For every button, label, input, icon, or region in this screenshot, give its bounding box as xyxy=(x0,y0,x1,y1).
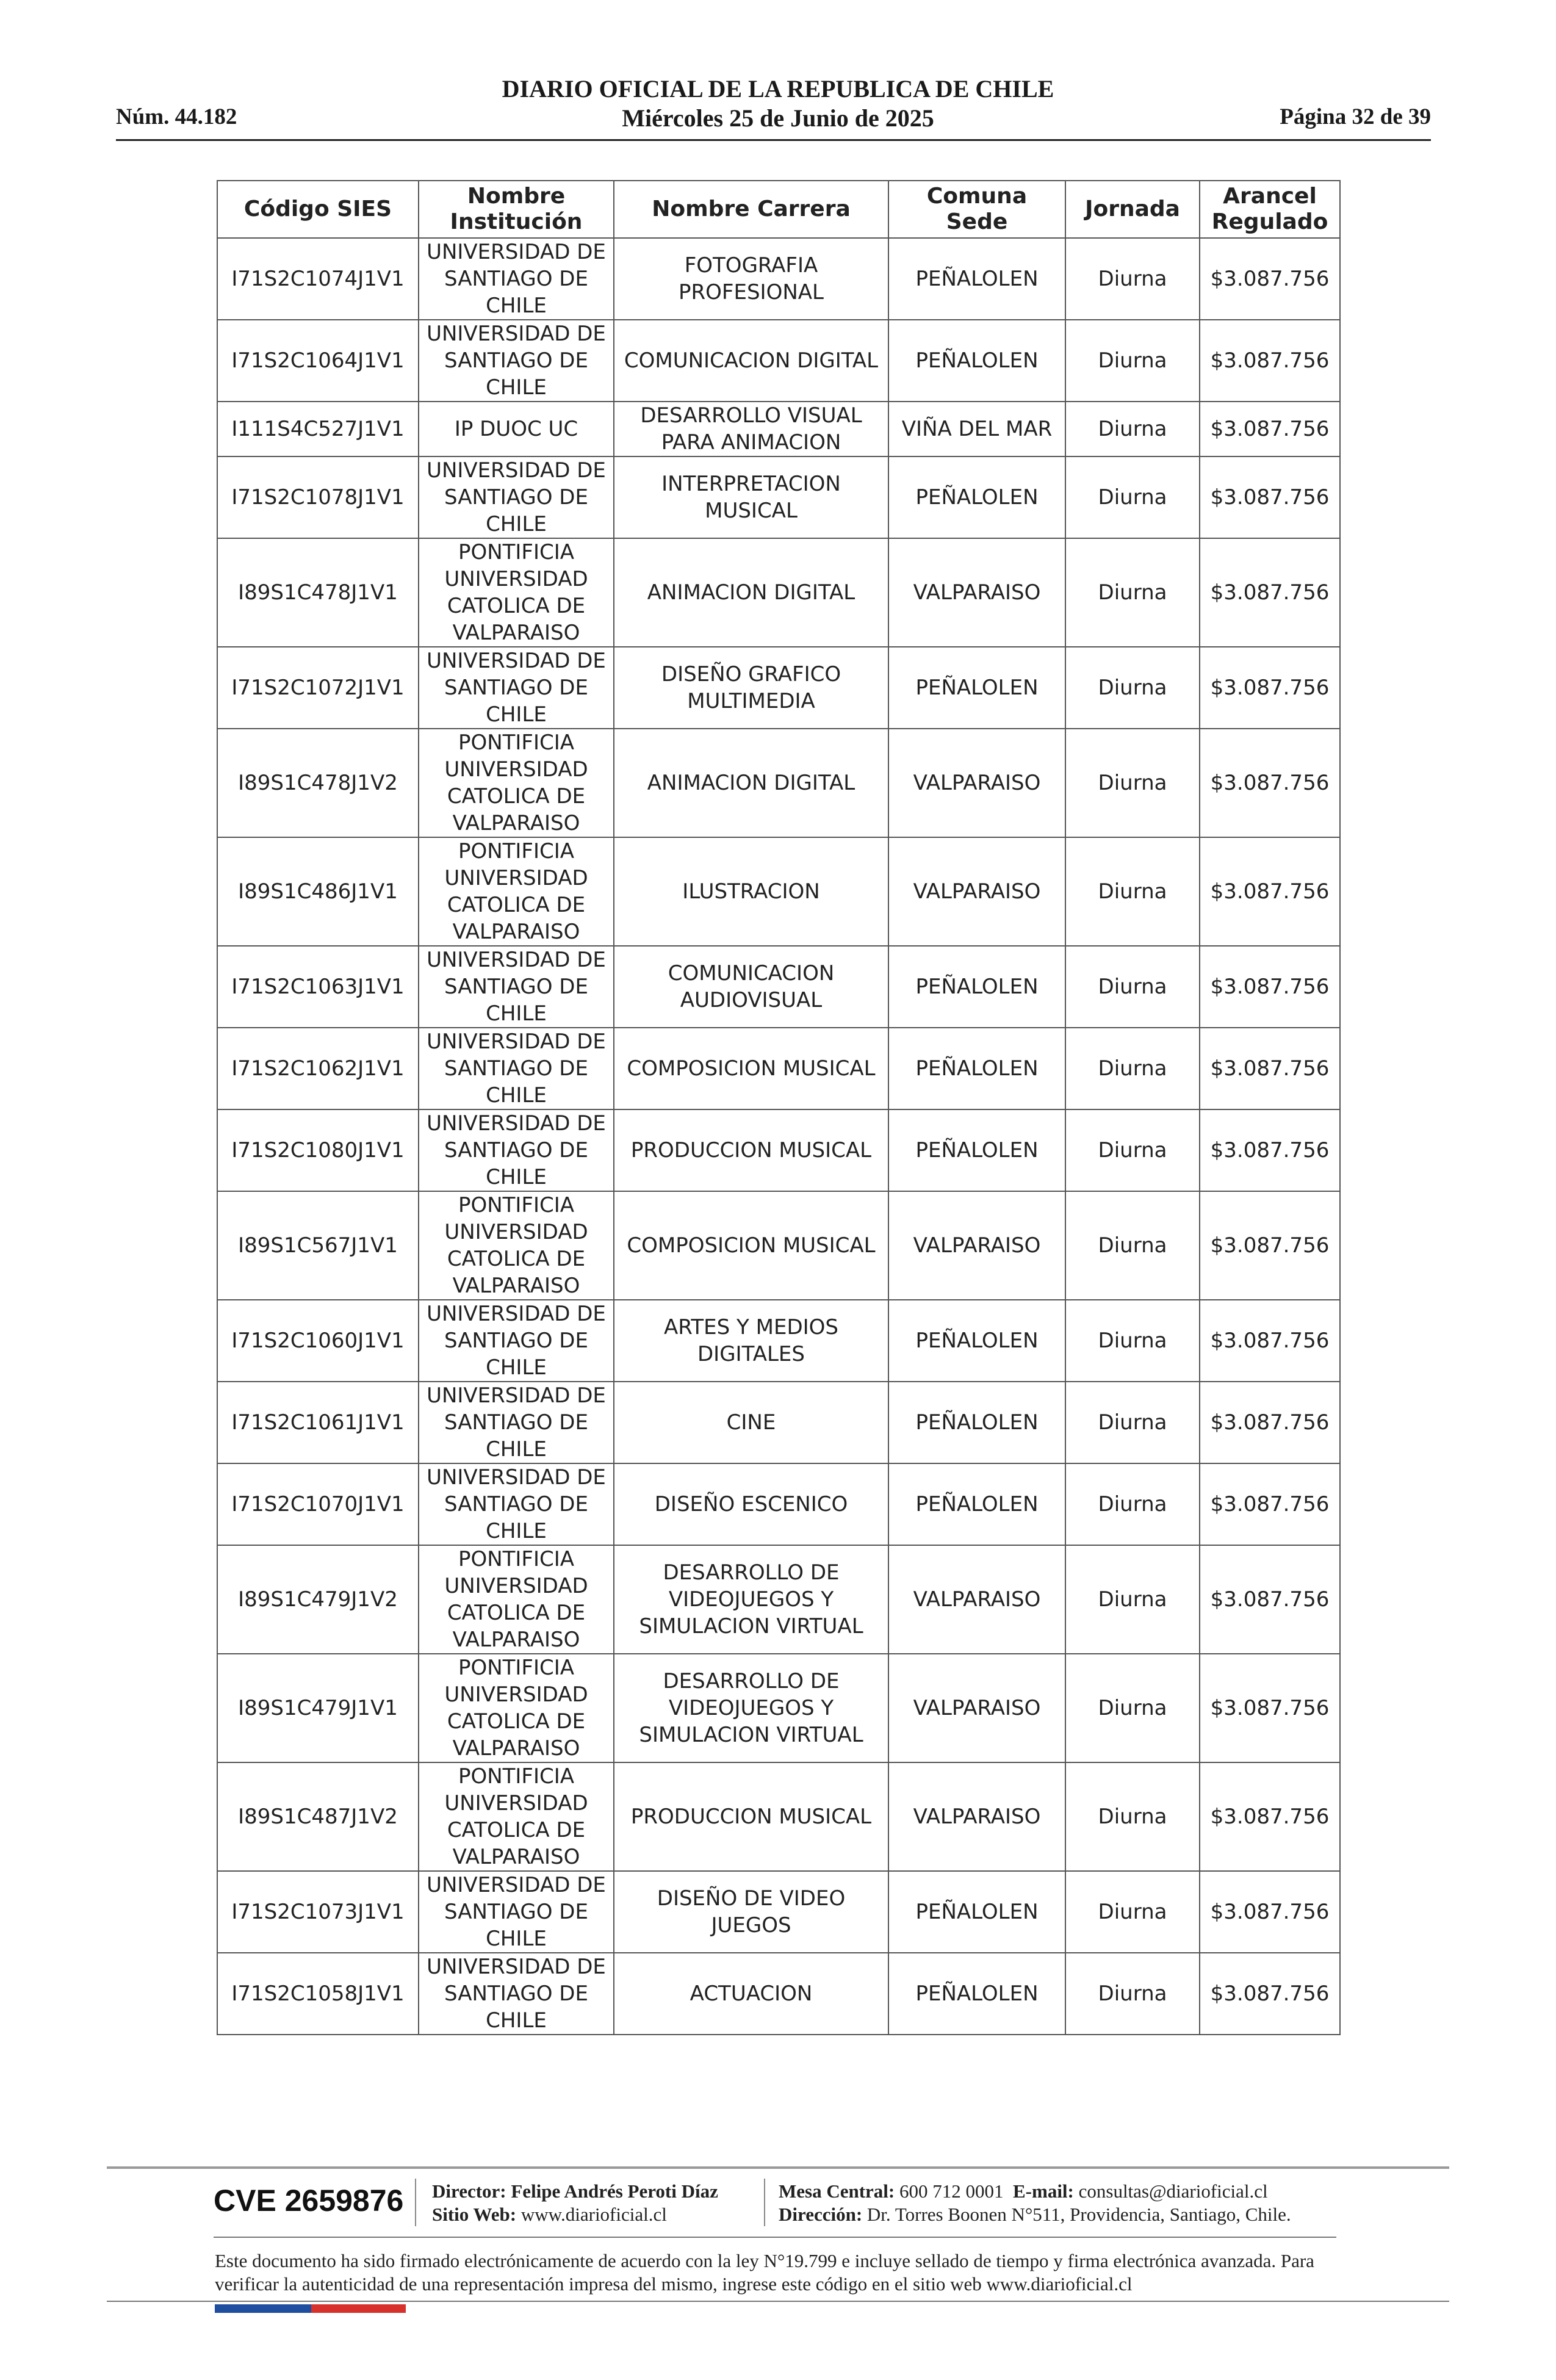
footer-divider-bottom xyxy=(107,2301,1449,2302)
table-row xyxy=(217,238,1340,320)
cell-schedule: Diurna xyxy=(1065,1382,1200,1463)
cell-code: I71S2C1078J1V1 xyxy=(217,456,419,538)
cell-institution: PONTIFICIA UNIVERSIDAD CATOLICA DE VALPARAISO xyxy=(419,729,614,837)
cell-institution: PONTIFICIA UNIVERSIDAD CATOLICA DE VALPARAISO xyxy=(419,538,614,647)
page-number: Página 32 de 39 xyxy=(1280,104,1431,129)
cell-career: DISEÑO DE VIDEO JUEGOS xyxy=(614,1871,888,1953)
cell-career: ARTES Y MEDIOS DIGITALES xyxy=(614,1300,888,1382)
cell-code: I71S2C1058J1V1 xyxy=(217,1953,419,2035)
cell-schedule: Diurna xyxy=(1065,647,1200,729)
cell-fee: $3.087.756 xyxy=(1200,456,1340,538)
cell-commune: PEÑALOLEN xyxy=(888,1382,1065,1463)
cell-commune: VIÑA DEL MAR xyxy=(888,402,1065,456)
director-name: Felipe Andrés Peroti Díaz xyxy=(511,2180,718,2202)
cell-code: I71S2C1072J1V1 xyxy=(217,647,419,729)
cell-career: PRODUCCION MUSICAL xyxy=(614,1762,888,1871)
table-body xyxy=(217,238,1340,2035)
footer-director-block xyxy=(432,2180,718,2226)
cell-commune: VALPARAISO xyxy=(888,1762,1065,1871)
table-row xyxy=(217,1191,1340,1300)
column-header-commune: Comuna Sede xyxy=(888,181,1065,238)
cell-commune: PEÑALOLEN xyxy=(888,456,1065,538)
phone-email-line xyxy=(779,2180,1291,2203)
cell-institution: PONTIFICIA UNIVERSIDAD CATOLICA DE VALPARAISO xyxy=(419,1545,614,1654)
cell-institution: PONTIFICIA UNIVERSIDAD CATOLICA DE VALPARAISO xyxy=(419,837,614,946)
cell-commune: PEÑALOLEN xyxy=(888,1028,1065,1109)
cell-fee: $3.087.756 xyxy=(1200,1463,1340,1545)
cell-commune: PEÑALOLEN xyxy=(888,1871,1065,1953)
cell-code: I89S1C478J1V2 xyxy=(217,729,419,837)
cell-code: I71S2C1062J1V1 xyxy=(217,1028,419,1109)
cell-institution: UNIVERSIDAD DE SANTIAGO DE CHILE xyxy=(419,1463,614,1545)
cell-commune: PEÑALOLEN xyxy=(888,1109,1065,1191)
table-row xyxy=(217,647,1340,729)
table-row xyxy=(217,1463,1340,1545)
cell-schedule: Diurna xyxy=(1065,1028,1200,1109)
cell-career: ACTUACION xyxy=(614,1953,888,2035)
website-link[interactable]: www.diarioficial.cl xyxy=(520,2204,667,2225)
cell-fee: $3.087.756 xyxy=(1200,238,1340,320)
cell-career: COMPOSICION MUSICAL xyxy=(614,1191,888,1300)
cell-commune: VALPARAISO xyxy=(888,729,1065,837)
cell-code: I71S2C1060J1V1 xyxy=(217,1300,419,1382)
cell-schedule: Diurna xyxy=(1065,1463,1200,1545)
website-line xyxy=(432,2203,718,2226)
issue-number: Núm. 44.182 xyxy=(116,104,237,129)
header-divider xyxy=(116,139,1431,141)
cell-institution: UNIVERSIDAD DE SANTIAGO DE CHILE xyxy=(419,1109,614,1191)
cell-commune: VALPARAISO xyxy=(888,1191,1065,1300)
cell-career: DESARROLLO DE VIDEOJUEGOS Y SIMULACION VIRTUAL xyxy=(614,1654,888,1762)
address-line xyxy=(779,2203,1291,2226)
masthead-date: Miércoles 25 de Junio de 2025 xyxy=(622,104,934,132)
cell-fee: $3.087.756 xyxy=(1200,946,1340,1028)
cell-schedule: Diurna xyxy=(1065,946,1200,1028)
cell-career: FOTOGRAFIA PROFESIONAL xyxy=(614,238,888,320)
table-row xyxy=(217,538,1340,647)
table-row xyxy=(217,1654,1340,1762)
cell-career: ANIMACION DIGITAL xyxy=(614,538,888,647)
column-header-career: Nombre Carrera xyxy=(614,181,888,238)
table-row xyxy=(217,1382,1340,1463)
cell-fee: $3.087.756 xyxy=(1200,1654,1340,1762)
cell-commune: PEÑALOLEN xyxy=(888,1463,1065,1545)
cell-career: DESARROLLO DE VIDEOJUEGOS Y SIMULACION VIRTUAL xyxy=(614,1545,888,1654)
cell-institution: UNIVERSIDAD DE SANTIAGO DE CHILE xyxy=(419,238,614,320)
cell-fee: $3.087.756 xyxy=(1200,1871,1340,1953)
cell-schedule: Diurna xyxy=(1065,1109,1200,1191)
cell-fee: $3.087.756 xyxy=(1200,1191,1340,1300)
cell-fee: $3.087.756 xyxy=(1200,729,1340,837)
cell-institution: UNIVERSIDAD DE SANTIAGO DE CHILE xyxy=(419,1953,614,2035)
flag-bar-red xyxy=(311,2304,406,2313)
cell-schedule: Diurna xyxy=(1065,1762,1200,1871)
cell-commune: PEÑALOLEN xyxy=(888,647,1065,729)
column-header-fee: Arancel Regulado xyxy=(1200,181,1340,238)
cell-code: I71S2C1080J1V1 xyxy=(217,1109,419,1191)
cell-code: I71S2C1074J1V1 xyxy=(217,238,419,320)
cell-schedule: Diurna xyxy=(1065,1871,1200,1953)
cell-schedule: Diurna xyxy=(1065,729,1200,837)
cell-institution: UNIVERSIDAD DE SANTIAGO DE CHILE xyxy=(419,456,614,538)
cell-commune: VALPARAISO xyxy=(888,538,1065,647)
cell-schedule: Diurna xyxy=(1065,238,1200,320)
cell-code: I89S1C486J1V1 xyxy=(217,837,419,946)
cell-schedule: Diurna xyxy=(1065,1545,1200,1654)
cell-fee: $3.087.756 xyxy=(1200,1545,1340,1654)
cell-institution: UNIVERSIDAD DE SANTIAGO DE CHILE xyxy=(419,946,614,1028)
footer-contact-block xyxy=(779,2180,1291,2226)
table-row xyxy=(217,456,1340,538)
table-row xyxy=(217,729,1340,837)
cell-institution: UNIVERSIDAD DE SANTIAGO DE CHILE xyxy=(419,1300,614,1382)
cell-code: I89S1C487J1V2 xyxy=(217,1762,419,1871)
cell-code: I111S4C527J1V1 xyxy=(217,402,419,456)
cell-schedule: Diurna xyxy=(1065,402,1200,456)
table-row xyxy=(217,1871,1340,1953)
email-label: E-mail: xyxy=(1013,2180,1074,2202)
cell-commune: PEÑALOLEN xyxy=(888,320,1065,402)
cell-fee: $3.087.756 xyxy=(1200,320,1340,402)
cell-institution: UNIVERSIDAD DE SANTIAGO DE CHILE xyxy=(419,1871,614,1953)
cell-fee: $3.087.756 xyxy=(1200,1300,1340,1382)
cell-institution: UNIVERSIDAD DE SANTIAGO DE CHILE xyxy=(419,1028,614,1109)
cell-fee: $3.087.756 xyxy=(1200,402,1340,456)
cell-fee: $3.087.756 xyxy=(1200,1109,1340,1191)
table-row xyxy=(217,1109,1340,1191)
cell-schedule: Diurna xyxy=(1065,1191,1200,1300)
cell-code: I71S2C1064J1V1 xyxy=(217,320,419,402)
cell-code: I89S1C479J1V1 xyxy=(217,1654,419,1762)
cell-code: I89S1C567J1V1 xyxy=(217,1191,419,1300)
cell-fee: $3.087.756 xyxy=(1200,837,1340,946)
website-label: Sitio Web: xyxy=(432,2204,517,2225)
email-link[interactable]: consultas@diarioficial.cl xyxy=(1078,2180,1268,2202)
cell-schedule: Diurna xyxy=(1065,1654,1200,1762)
cell-institution: UNIVERSIDAD DE SANTIAGO DE CHILE xyxy=(419,647,614,729)
column-header-institution: Nombre Institución xyxy=(419,181,614,238)
cell-career: INTERPRETACION MUSICAL xyxy=(614,456,888,538)
cell-career: PRODUCCION MUSICAL xyxy=(614,1109,888,1191)
cell-career: ANIMACION DIGITAL xyxy=(614,729,888,837)
cell-career: COMPOSICION MUSICAL xyxy=(614,1028,888,1109)
cell-career: DISEÑO GRAFICO MULTIMEDIA xyxy=(614,647,888,729)
table-row xyxy=(217,320,1340,402)
phone-value: 600 712 0001 xyxy=(899,2180,1004,2202)
column-header-schedule: Jornada xyxy=(1065,181,1200,238)
cell-fee: $3.087.756 xyxy=(1200,1762,1340,1871)
table-row xyxy=(217,402,1340,456)
cell-code: I71S2C1070J1V1 xyxy=(217,1463,419,1545)
footer-divider-top xyxy=(107,2166,1449,2169)
cell-career: DISEÑO ESCENICO xyxy=(614,1463,888,1545)
director-label: Director: xyxy=(432,2180,506,2202)
cell-career: COMUNICACION AUDIOVISUAL xyxy=(614,946,888,1028)
cell-career: COMUNICACION DIGITAL xyxy=(614,320,888,402)
footer-separator xyxy=(764,2179,765,2226)
cell-schedule: Diurna xyxy=(1065,456,1200,538)
cell-career: CINE xyxy=(614,1382,888,1463)
table-row xyxy=(217,1545,1340,1654)
cell-institution: PONTIFICIA UNIVERSIDAD CATOLICA DE VALPARAISO xyxy=(419,1654,614,1762)
cell-fee: $3.087.756 xyxy=(1200,1382,1340,1463)
cell-institution: IP DUOC UC xyxy=(419,402,614,456)
cell-fee: $3.087.756 xyxy=(1200,647,1340,729)
column-header-code: Código SIES xyxy=(217,181,419,238)
cell-commune: VALPARAISO xyxy=(888,1654,1065,1762)
table-row xyxy=(217,1300,1340,1382)
table-row xyxy=(217,837,1340,946)
flag-bar-blue xyxy=(215,2304,311,2313)
cell-schedule: Diurna xyxy=(1065,538,1200,647)
cell-code: I89S1C479J1V2 xyxy=(217,1545,419,1654)
cell-commune: PEÑALOLEN xyxy=(888,946,1065,1028)
cell-schedule: Diurna xyxy=(1065,320,1200,402)
cell-commune: PEÑALOLEN xyxy=(888,238,1065,320)
legal-notice: Este documento ha sido firmado electrónicamente de acuerdo con la ley N°19.799 e incluye sellado de tiempo y firma electrónica avanzada. Para verificar la autenticidad de una representación impresa del mismo, ingrese este código en el sitio web www.diarioficial.cl xyxy=(215,2250,1314,2295)
masthead-title: DIARIO OFICIAL DE LA REPUBLICA DE CHILE xyxy=(502,75,1054,103)
cell-commune: VALPARAISO xyxy=(888,837,1065,946)
cell-commune: PEÑALOLEN xyxy=(888,1300,1065,1382)
table-row xyxy=(217,1762,1340,1871)
footer-separator xyxy=(415,2179,416,2226)
cell-institution: UNIVERSIDAD DE SANTIAGO DE CHILE xyxy=(419,320,614,402)
cell-institution: PONTIFICIA UNIVERSIDAD CATOLICA DE VALPARAISO xyxy=(419,1191,614,1300)
cve-code: CVE 2659876 xyxy=(214,2183,404,2218)
cell-fee: $3.087.756 xyxy=(1200,1953,1340,2035)
table-header-row xyxy=(217,181,1340,238)
tuition-table xyxy=(217,180,1341,2035)
table-row xyxy=(217,1953,1340,2035)
cell-career: ILUSTRACION xyxy=(614,837,888,946)
cell-code: I71S2C1073J1V1 xyxy=(217,1871,419,1953)
cell-schedule: Diurna xyxy=(1065,837,1200,946)
phone-label: Mesa Central: xyxy=(779,2180,895,2202)
table-row xyxy=(217,1028,1340,1109)
address-value: Dr. Torres Boonen N°511, Providencia, Santiago, Chile. xyxy=(866,2204,1291,2225)
cell-code: I71S2C1061J1V1 xyxy=(217,1382,419,1463)
cell-code: I89S1C478J1V1 xyxy=(217,538,419,647)
cell-code: I71S2C1063J1V1 xyxy=(217,946,419,1028)
cell-commune: VALPARAISO xyxy=(888,1545,1065,1654)
table-row xyxy=(217,946,1340,1028)
cell-career: DESARROLLO VISUAL PARA ANIMACION xyxy=(614,402,888,456)
address-label: Dirección: xyxy=(779,2204,863,2225)
cell-fee: $3.087.756 xyxy=(1200,1028,1340,1109)
cell-schedule: Diurna xyxy=(1065,1300,1200,1382)
cell-commune: PEÑALOLEN xyxy=(888,1953,1065,2035)
cell-institution: PONTIFICIA UNIVERSIDAD CATOLICA DE VALPARAISO xyxy=(419,1762,614,1871)
footer-divider-middle xyxy=(214,2237,1336,2238)
director-line xyxy=(432,2180,718,2203)
cell-fee: $3.087.756 xyxy=(1200,538,1340,647)
cell-schedule: Diurna xyxy=(1065,1953,1200,2035)
cell-institution: UNIVERSIDAD DE SANTIAGO DE CHILE xyxy=(419,1382,614,1463)
